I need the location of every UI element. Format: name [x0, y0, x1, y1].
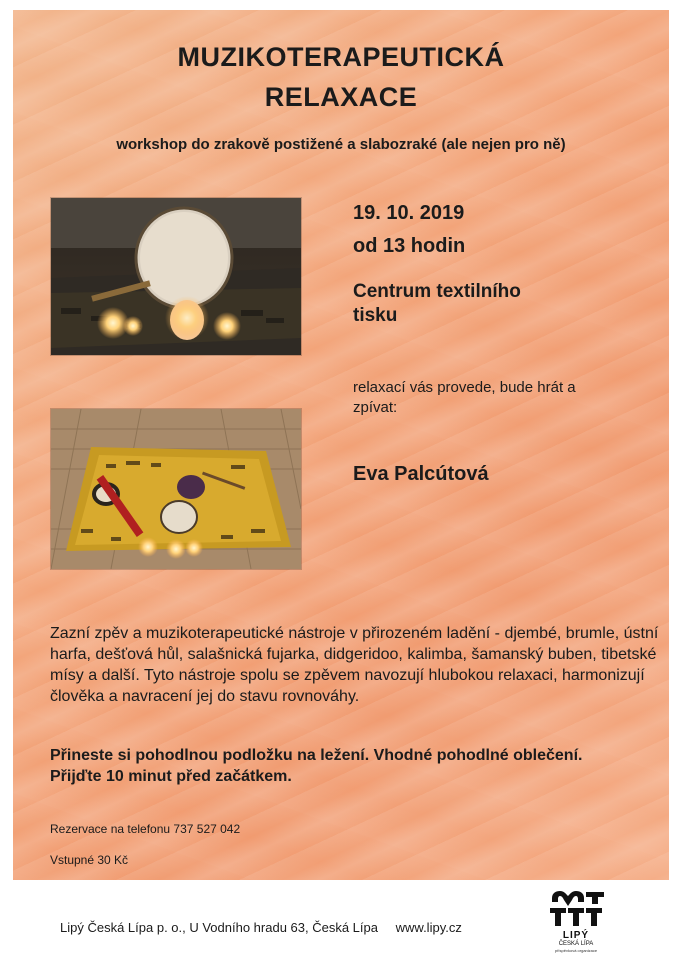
photo-instruments-cloth [50, 408, 302, 570]
event-date: 19. 10. 2019 [353, 202, 465, 224]
event-place-line-2: tisku [353, 305, 398, 326]
guide-label-line-2: zpívat: [353, 399, 398, 416]
event-time: od 13 hodin [353, 235, 466, 257]
entry-fee: Vstupné 30 Kč [50, 853, 129, 867]
logo-city: ČESKÁ LÍPA [558, 941, 594, 947]
footer [60, 920, 462, 935]
performer-name: Eva Palcútová [353, 463, 489, 485]
reservation-info: Rezervace na telefonu 737 527 042 [50, 822, 241, 836]
guide-label [353, 378, 633, 418]
lipy-logo [546, 890, 606, 956]
attendance-note-line-2: Přijďte 10 minut před začátkem. [50, 768, 292, 785]
lipy-logo-mark-icon [546, 890, 606, 930]
logo-name: LIPÝ [562, 930, 590, 941]
photo-drum-candles [50, 197, 302, 356]
title-line-2: RELAXACE [264, 82, 418, 112]
footer-address: Lipý Česká Lípa p. o., U Vodního hradu 63, Česká Lípa [60, 920, 378, 935]
attendance-note [50, 745, 669, 787]
event-place [353, 280, 613, 328]
logo-tagline: příspěvková organizace [554, 948, 598, 953]
title-line-1: MUZIKOTERAPEUTICKÁ [177, 42, 505, 72]
event-place-line-1: Centrum textilního [353, 281, 521, 302]
description: Zazní zpěv a muzikoterapeutické nástroje v přirozeném ladění - djembé, brumle, ústní harfa, dešťová hůl, salašnická fujarka, didgeridoo, kalimba, šamanský buben, tibetské mísy a další. Tyto nástroje spolu se zpěvem navozují hlubokou relaxaci, harmonizují člověka a navracení jej do stavu rovnováhy. [50, 625, 659, 705]
poster [13, 10, 669, 880]
guide-label-line-1: relaxací vás provede, bude hrát a [353, 379, 576, 396]
subtitle: workshop do zrakově postižené a slabozraké (ale nejen pro ně) [116, 136, 566, 153]
footer-website-link[interactable]: www.lipy.cz [395, 920, 462, 935]
attendance-note-line-1: Přineste si pohodlnou podložku na ležení. Vhodné pohodlné oblečení. [50, 747, 583, 764]
